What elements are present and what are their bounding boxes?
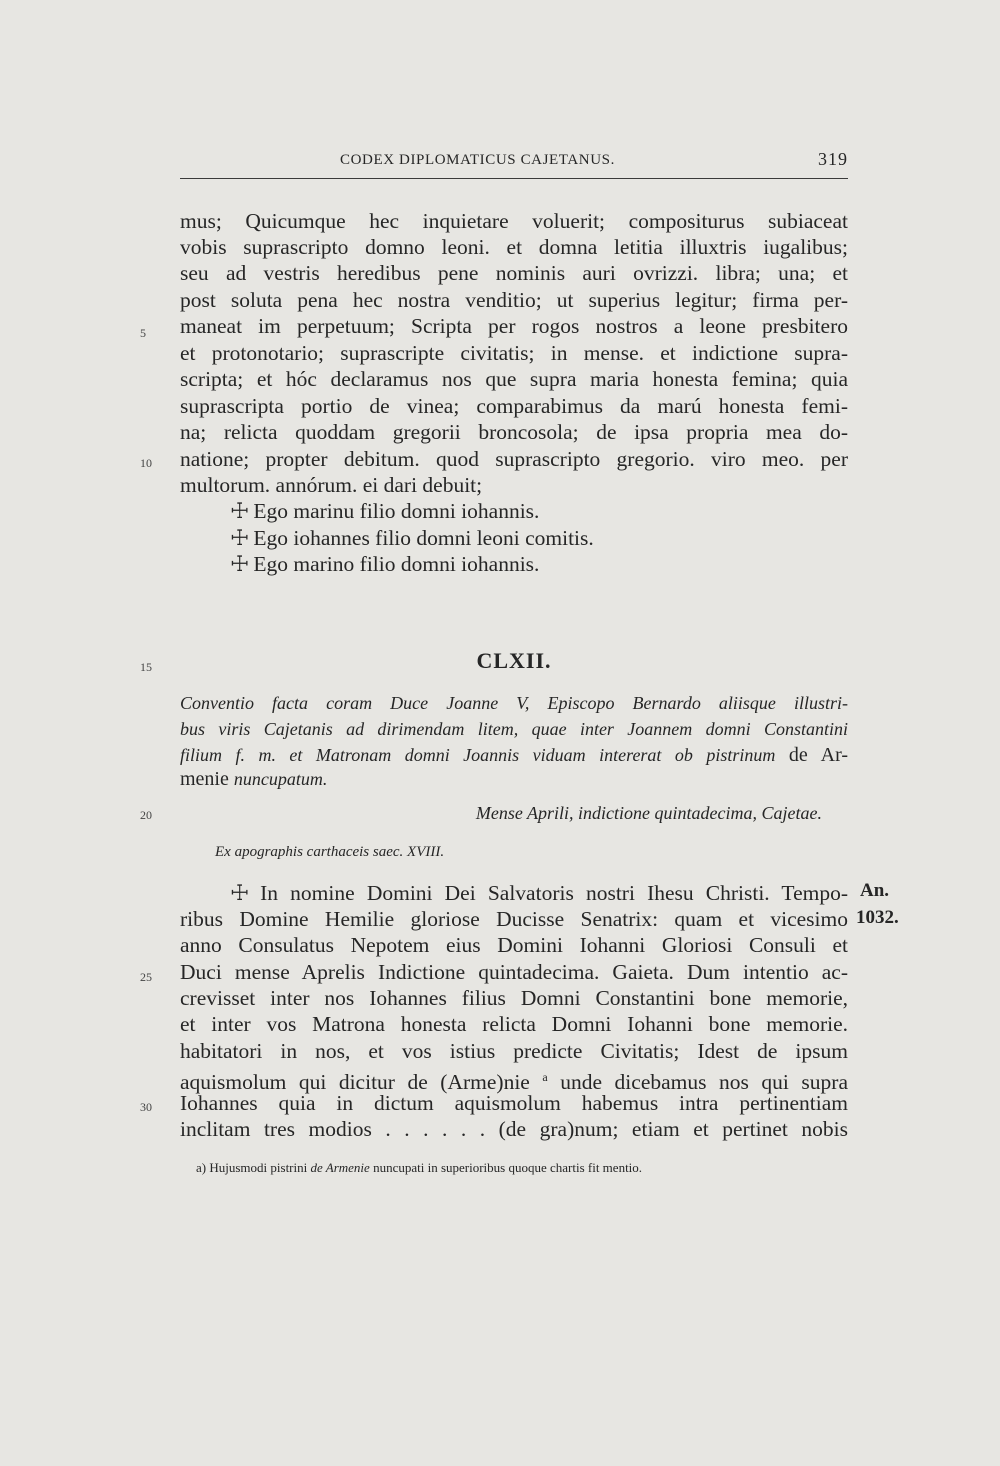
cross-icon: ☩: [230, 881, 250, 905]
text-line: maneat im perpetuum; Scripta per rogos nostros a leone presbitero: [180, 314, 848, 338]
line-number: 25: [140, 970, 152, 984]
text-line: anno Consulatus Nepotem eius Domini Iohanni Gloriosi Consuli et: [180, 933, 848, 957]
text-line: [180, 1064, 848, 1095]
text-line: ribus Domine Hemilie gloriose Ducisse Senatrix: quam et vicesimo: [180, 907, 848, 931]
text-line: vobis suprascripto domno leoni. et domna letitia illuxtris iugalibus;: [180, 235, 848, 259]
summary-line: bus viris Cajetanis ad dirimendam litem, quae inter Joannem domni Constantini: [180, 719, 848, 739]
footnote-mark: a: [542, 1070, 548, 1084]
source-note: Ex apographis carthaceis saec. XVIII.: [215, 844, 445, 860]
date-place: Mense Aprili, indictione quintadecima, Cajetae.: [475, 803, 822, 823]
text-line: habitatori in nos, et vos istius predicte Civitatis; Idest de ipsum: [180, 1039, 848, 1063]
document-number: CLXII.: [476, 648, 552, 673]
footnote-italic: de Armenie: [310, 1160, 370, 1175]
summary-line: [180, 742, 848, 768]
signature-line: [180, 525, 848, 551]
text-line: seu ad vestris heredibus pene nominis auri ovrizzi. libra; una; et: [180, 261, 848, 285]
text-line: et inter vos Matrona honesta relicta Domni Iohanni bone memorie.: [180, 1012, 848, 1036]
text-line: na; relicta quoddam gregorii broncosola; de ipsa propria mea do-: [180, 420, 848, 444]
text-line: natione; propter debitum. quod suprascripto gregorio. viro meo. per: [180, 447, 848, 471]
signature-line: [180, 498, 848, 524]
cross-icon: ☩: [230, 552, 250, 576]
line-number: 30: [140, 1100, 152, 1114]
page-number: 319: [818, 149, 848, 169]
text-line: inclitam tres modios . . . . . . (de gra)num; etiam et pertinet nobis: [180, 1117, 848, 1141]
line-number: 5: [140, 326, 146, 340]
summary-roman: menie: [180, 768, 229, 790]
text-line: et protonotario; suprascripte civitatis; in mense. et indictione supra-: [180, 341, 848, 365]
line-number: 20: [140, 808, 152, 822]
cross-icon: ☩: [230, 499, 250, 523]
summary-italic: nuncupatum.: [233, 769, 328, 789]
text-line: mus; Quicumque hec inquietare voluerit; compositurus subiaceat: [180, 209, 848, 233]
text-segment: aquismolum qui dicitur de (Arme)nie: [180, 1070, 530, 1095]
footnote-text: Hujusmodi pistrini: [209, 1160, 308, 1175]
text-line: [180, 880, 848, 906]
summary-line: [180, 766, 848, 792]
signature-text: Ego iohannes filio domni leoni comitis.: [253, 526, 594, 550]
cross-icon: ☩: [230, 526, 250, 550]
text-segment: unde dicebamus nos qui supra: [560, 1070, 848, 1095]
text-line: suprascripta portio de vinea; comparabimus da marú honesta femi-: [180, 394, 848, 418]
text-line: post soluta pena hec nostra venditio; ut superius legitur; firma per-: [180, 288, 848, 312]
signature-line: [180, 551, 848, 577]
text-line-content: In nomine Domini Dei Salvatoris nostri Ihesu Christi. Tempo-: [260, 881, 848, 905]
running-head-title: CODEX DIPLOMATICUS CAJETANUS.: [340, 152, 615, 168]
signature-text: Ego marino filio domni iohannis.: [253, 552, 540, 576]
line-number: 15: [140, 660, 152, 674]
summary-italic: filium f. m. et Matronam domni Joannis viduam intererat ob pistrinum: [180, 745, 776, 765]
text-line: Duci mense Aprelis Indictione quintadecima. Gaieta. Dum intentio ac-: [180, 960, 848, 984]
line-number: 10: [140, 456, 152, 470]
text-line: multorum. annórum. ei dari debuit;: [180, 473, 483, 497]
footnote: [196, 1160, 642, 1176]
margin-year-label: An.: [860, 880, 890, 901]
text-line: Iohannes quia in dictum aquismolum habemus intra pertinentiam: [180, 1091, 848, 1115]
summary-line: Conventio facta coram Duce Joanne V, Episcopo Bernardo aliisque illustri-: [180, 693, 848, 713]
footnote-mark: a): [196, 1160, 207, 1175]
margin-year: 1032.: [856, 907, 899, 928]
footnote-text: nuncupati in superioribus quoque chartis fit mentio.: [373, 1160, 643, 1175]
signature-text: Ego marinu filio domni iohannis.: [253, 499, 540, 523]
text-line: scripta; et hóc declaramus nos que supra maria honesta femina; quia: [180, 367, 848, 391]
running-head: [180, 148, 848, 179]
summary-roman: de Ar-: [788, 744, 849, 766]
text-line: crevisset inter nos Iohannes filius Domni Constantini bone memorie,: [180, 986, 848, 1010]
